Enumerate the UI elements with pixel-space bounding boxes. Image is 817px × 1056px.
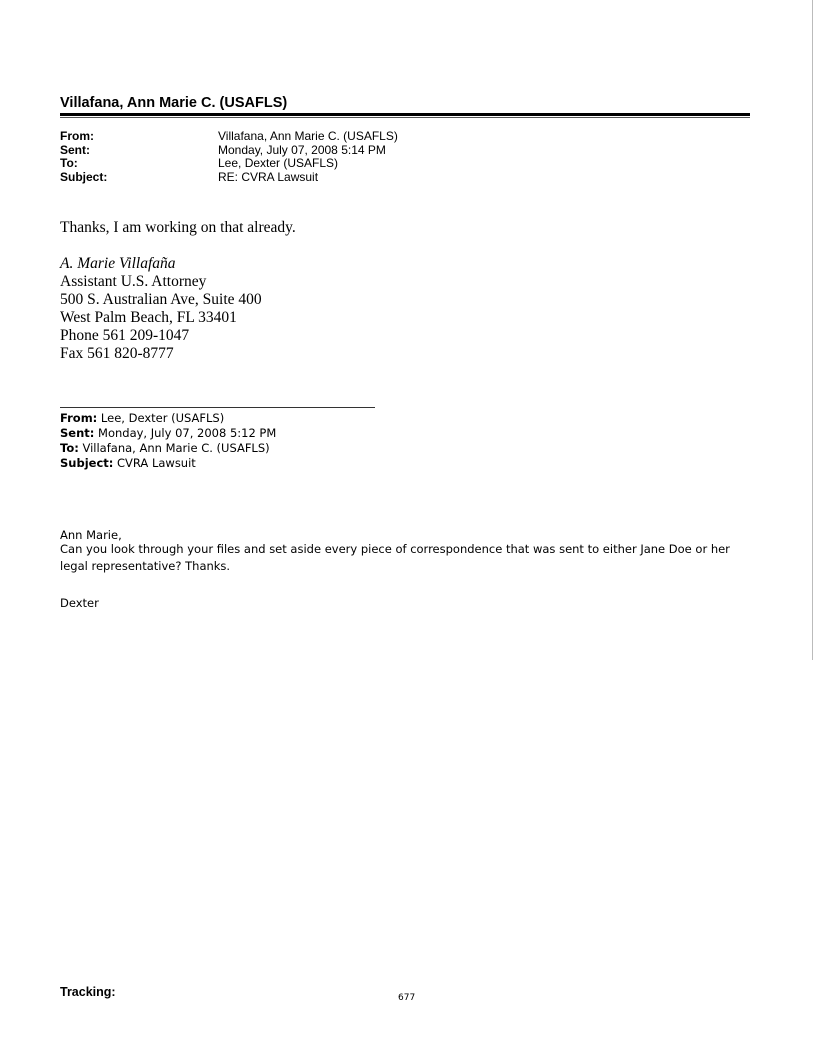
quoted-header-from: [60, 411, 276, 426]
header-value: Lee, Dexter (USAFLS): [218, 156, 339, 170]
quoted-header-label: From:: [60, 411, 98, 425]
quoted-header-value: CVRA Lawsuit: [113, 456, 196, 470]
quoted-header-sent: [60, 426, 276, 441]
header-label: From:: [60, 129, 94, 143]
signature-name: A. Marie Villafaña: [60, 255, 176, 272]
signature-line: Phone 561 209-1047: [60, 327, 190, 344]
header-row-to: [60, 157, 518, 171]
quoted-header-label: Subject:: [60, 456, 114, 470]
signature-line: Fax 561 820-8777: [60, 345, 174, 362]
quoted-header-to: [60, 441, 276, 456]
quoted-header-block: [60, 411, 276, 471]
quoted-closing: Dexter: [60, 596, 99, 610]
tracking-label: Tracking:: [60, 985, 116, 999]
quoted-header-subject: [60, 456, 276, 471]
header-label: Sent:: [60, 142, 90, 157]
signature-block: [60, 255, 262, 363]
header-value: RE: CVRA Lawsuit: [218, 169, 319, 184]
page-number: 677: [398, 993, 416, 1003]
quoted-request-text: Can you look through your files and set aside every piece of correspondence that was sent to either Jane Doe or her legal representative? Thanks.: [60, 542, 730, 573]
quoted-header-value: Monday, July 07, 2008 5:12 PM: [94, 426, 277, 440]
reply-text: Thanks, I am working on that already.: [60, 219, 296, 236]
quoted-header-value: Villafana, Ann Marie C. (USAFLS): [78, 441, 270, 455]
header-value: Villafana, Ann Marie C. (USAFLS): [218, 129, 398, 143]
signature-line: 500 S. Australian Ave, Suite 400: [60, 291, 262, 308]
header-row-from: [60, 130, 518, 144]
heading-divider-thin: [60, 117, 750, 118]
header-label: Subject:: [60, 169, 108, 184]
header-row-sent: [60, 144, 518, 158]
heading-divider: [60, 113, 750, 116]
sender-name-heading: Villafana, Ann Marie C. (USAFLS): [60, 95, 288, 111]
quoted-greeting: Ann Marie,: [60, 528, 122, 542]
signature-line: West Palm Beach, FL 33401: [60, 309, 237, 326]
quoted-header-value: Lee, Dexter (USAFLS): [97, 411, 225, 425]
header-row-subject: [60, 171, 518, 185]
quoted-header-label: Sent:: [60, 426, 95, 440]
scan-edge-line: [812, 0, 813, 660]
signature-line: Assistant U.S. Attorney: [60, 273, 207, 290]
quoted-message-divider: [60, 407, 375, 408]
quoted-header-label: To:: [60, 441, 79, 455]
header-value: Monday, July 07, 2008 5:14 PM: [218, 142, 386, 157]
email-header-table: [60, 130, 518, 184]
header-label: To:: [60, 156, 78, 170]
